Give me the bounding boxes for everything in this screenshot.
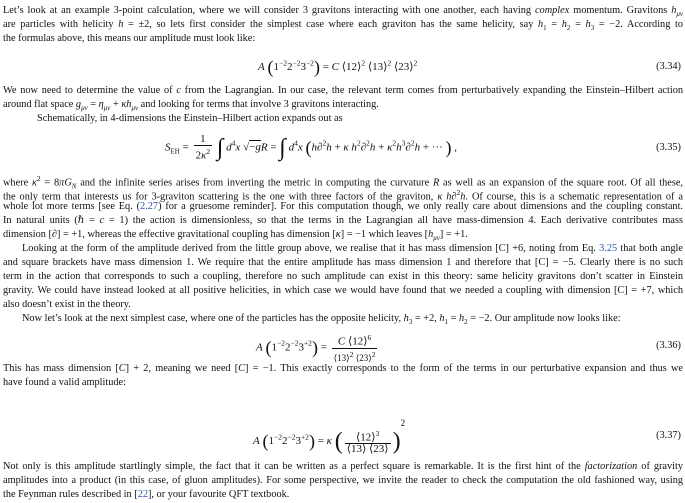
- text-line: are particles with helicity h = ±2, so lets first consider the simplest case where each graviton has the same helicity, say $h_1 = h_2 = h_3 = -2$. According to: [3, 19, 683, 33]
- text-line: In natural units (ℏ = c = 1) the action is dimensionless, so that the terms in the Lagrangian all have mass-dimension 4. Each derivative contributes mass: [3, 215, 683, 226]
- text-line: This has mass dimension [C] + 2, meaning we need [C] = −1. This exactly corresponds to the form of the terms in our perturbative expansion and thus we: [3, 363, 683, 374]
- text-line: Looking at the form of the amplitude derived from the little group above, we realise that it has mass dimension [C] +6, noting from Eq. 3.25 that both angle: [22, 243, 683, 254]
- text-line: gravity. We could have instead looked at all positive helicities, in which case we would have found that we needed a coupling with dimension [C] = +7, which: [3, 285, 683, 296]
- text-line: around flat space $g_{\mu\nu} = \eta_{\mu\nu} + \kappa h_{\mu\nu}$ and looking for terms that involve 3 gravitons interacting.: [3, 99, 379, 113]
- equation-3-36: A $(1^{-2}2^{-2}3^{+2})$ = $\frac{C ⟨12⟩^6}{⟨13⟩^2 ⟨23⟩^2}$ (3.36): [256, 333, 681, 363]
- text-line: have found a valid amplitude:: [3, 377, 126, 388]
- text-line: We now need to determine the value of c from the Lagrangian. In our case, the relevant term comes from perturbatively expanding the Einstein–Hilbert action: [3, 85, 683, 96]
- equation-number: (3.35): [656, 142, 681, 153]
- text-line: amplitudes into a product (in this case, of gluon amplitudes). For some perspective, we invite the reader to check the computation the old fashioned way, using: [3, 475, 683, 486]
- text-line: and square brackets have mass dimension 1. We require that the entire amplitude has mass dimension 1 and therefore that [C] = −5. Clearly there is no such: [3, 257, 683, 268]
- text-line: term in the action that corresponds to such a coupling, therefore no such amplitude can exist in this theory: same helicity gravitons don’t scatter in Einstein: [3, 271, 683, 282]
- text-line: whole lot more terms [see Eq. (2.27) for a gruesome reminder]. For this computation though, we only really care about dimensions and the coupling constant.: [3, 201, 683, 212]
- text-line: also doesn’t exist in the theory.: [3, 299, 131, 310]
- text-line: Schematically, in 4-dimensions the Einstein–Hilbert action expands out as: [37, 113, 343, 124]
- equation-number: (3.37): [656, 430, 681, 441]
- text-line: the Feynman rules described in [22], or your favourite QFT textbook.: [3, 489, 290, 500]
- equation-3-35: $S_{EH}$ = $\frac{1}{2\kappa^2}$ ∫ $d^4x$ √−gR = ∫ $d^4x$ (h∂$^2$h + κ $h^2\partial^2h + \kappa^2h^3\partial^2h$ + ··· ) , (3.35): [165, 133, 681, 162]
- text-line: where $\kappa^2 = 8\pi G_N$ and the infinite series arises from inverting the metric in computing the curvature R as well as an expansion of the square root. Of all these,: [3, 174, 683, 191]
- equation-3-37: A $(1^{-2}2^{-2}3^{+2}) = \kappa$ ( $\frac{⟨12⟩^3}{⟨13⟩ ⟨23⟩}$ )$^2$ (3.37): [253, 418, 681, 456]
- text-line: Let’s look at an example 3-point calculation, where we will consider 3 gravitons interacting with one another, each having complex momentum. Gravitons $h_{\mu\nu}$: [3, 5, 683, 19]
- equation-3-34: A $(1^{-2}2^{-2}3^{-2}) = C$ ⟨12⟩$^2$ ⟨13⟩$^2$ ⟨23⟩$^2$ (3.34): [258, 57, 681, 77]
- equation-number: (3.34): [656, 61, 681, 72]
- text-line: Not only is this amplitude startlingly simple, the fact that it can be written as a perfect square is remarkable. It is the first hint of the factorization of gravity: [3, 461, 683, 472]
- text-line: Now let’s look at the next simplest case, where one of the particles has the opposite helicity, $h_3 = +2$, $h_1 = h_2 = -2$. Our amplitude now looks like:: [22, 313, 621, 327]
- text-line: the formulas above, this means our amplitude must look like:: [3, 33, 256, 44]
- text-line: the only term that interests us for 3-graviton scattering is the one with three factors of the graviton, κ h∂$^2$h. Of course, this is a schematic representation of a: [3, 188, 683, 203]
- text-line: dimension [∂] = +1, whereas the effective gravitational coupling has dimension [κ] = −1 which leaves $[h_{\mu\nu}] = +1$.: [3, 229, 468, 243]
- equation-number: (3.36): [656, 340, 681, 351]
